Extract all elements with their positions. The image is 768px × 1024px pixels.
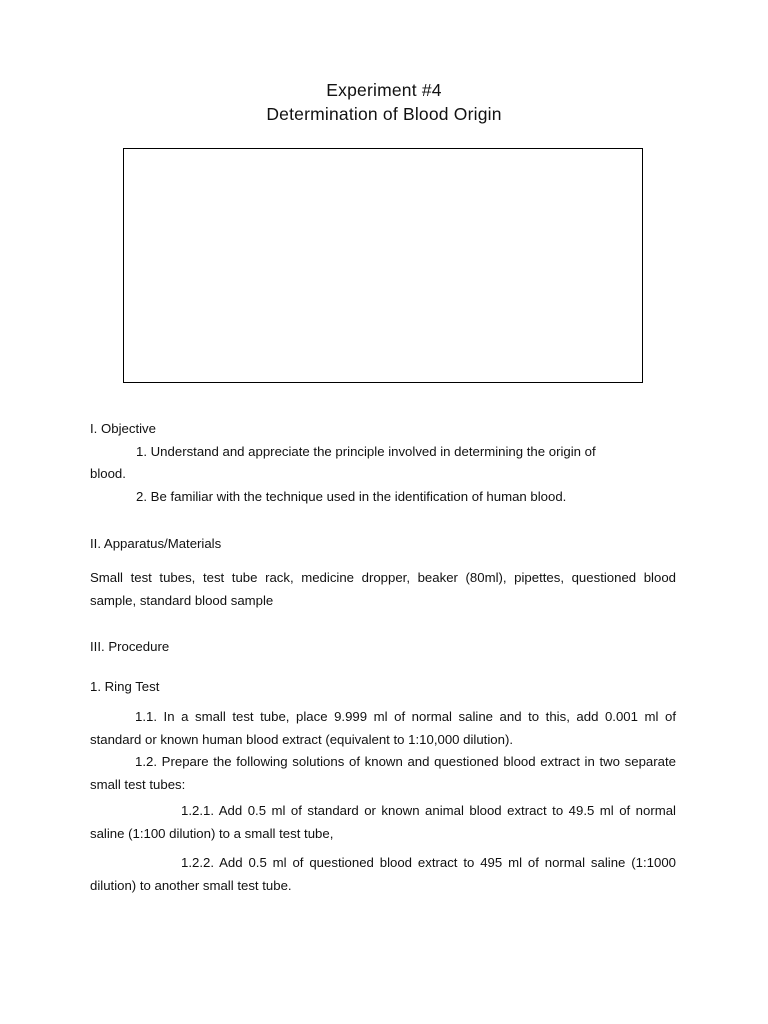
objective-item-1-line-2: blood. [90, 466, 126, 481]
apparatus-text: Small test tubes, test tube rack, medicine dropper, beaker (80ml), pipettes, questioned blood sample, standard blood sample [90, 570, 676, 608]
objective-heading: I. Objective [90, 421, 156, 436]
image-placeholder-box [123, 148, 643, 383]
step-1-2: 1.2. Prepare the following solutions of known and questioned blood extract in two separate small test tubes: [90, 754, 676, 792]
step-1-1: 1.1. In a small test tube, place 9.999 ml of normal saline and to this, add 0.001 ml of standard or known human blood extract (equivalent to 1:10,000 dilution). [90, 709, 676, 747]
apparatus-heading: II. Apparatus/Materials [90, 536, 222, 551]
objective-item-2: 2. Be familiar with the technique used in the identification of human blood. [136, 489, 567, 504]
objective-item-1-line-1: 1. Understand and appreciate the principle involved in determining the origin of [136, 444, 596, 459]
step-1-2-1: 1.2.1. Add 0.5 ml of standard or known animal blood extract to 49.5 ml of normal saline (1:100 dilution) to a small test tube, [90, 803, 676, 841]
page-title: Experiment #4 [326, 80, 442, 100]
procedure-heading: III. Procedure [90, 639, 170, 654]
page-subtitle: Determination of Blood Origin [266, 104, 502, 124]
step-1-2-2: 1.2.2. Add 0.5 ml of questioned blood extract to 495 ml of normal saline (1:1000 dilution) to another small test tube. [90, 855, 676, 893]
ring-test-heading: 1. Ring Test [90, 679, 160, 694]
